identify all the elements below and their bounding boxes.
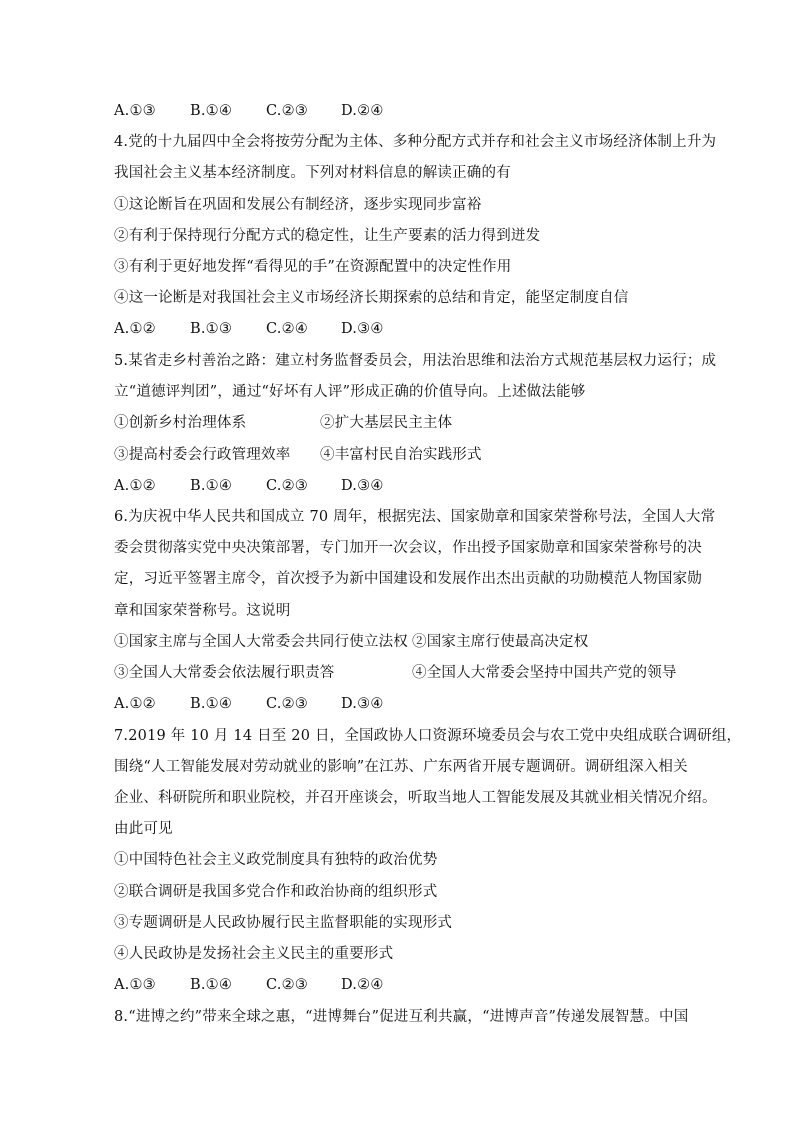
q3-option-a: A.①③ bbox=[114, 103, 156, 119]
q6-option-a: A.①② bbox=[114, 696, 156, 712]
q7-option-b: B.①④ bbox=[190, 977, 233, 993]
q5-statement-2: ②扩大基层民主主体 bbox=[320, 415, 453, 431]
q4-options bbox=[114, 319, 384, 339]
q6-options bbox=[114, 694, 384, 714]
q4-statement-2: ②有利于保持现行分配方式的稳定性，让生产要素的活力得到迸发 bbox=[114, 228, 541, 244]
q5-statements-row-2 bbox=[114, 445, 482, 465]
q6-statements-row-1 bbox=[114, 632, 588, 652]
q5-option-d: D.③④ bbox=[341, 478, 384, 494]
q7-option-a: A.①③ bbox=[114, 977, 156, 993]
q5-options bbox=[114, 476, 384, 496]
q5-stem-line-1: 5.某省走乡村善治之路：建立村务监督委员会，用法治思维和法治方式规范基层权力运行；成 bbox=[114, 353, 717, 369]
q5-statements-row-1 bbox=[114, 413, 452, 433]
q7-statement-2: ②联合调研是我国多党合作和政治协商的组织形式 bbox=[114, 884, 438, 900]
q6-statement-2: ②国家主席行使最高决定权 bbox=[412, 634, 589, 650]
q6-option-b: B.①④ bbox=[190, 696, 233, 712]
q4-stem-line-2: 我国社会主义基本经济制度。下列对材料信息的解读正确的有 bbox=[114, 165, 511, 181]
q5-statement-3: ③提高村委会行政管理效率 bbox=[114, 447, 291, 463]
q6-stem-line-1: 6.为庆祝中华人民共和国成立 70 周年，根据宪法、国家勋章和国家荣誉称号法，全国人大常 bbox=[114, 509, 716, 525]
q5-statement-1: ①创新乡村治理体系 bbox=[114, 415, 247, 431]
q7-option-d: D.②④ bbox=[341, 977, 384, 993]
q4-statement-3: ③有利于更好地发挥“看得见的手”在资源配置中的决定性作用 bbox=[114, 259, 512, 275]
q6-option-d: D.③④ bbox=[341, 696, 384, 712]
q5-option-a: A.①② bbox=[114, 478, 156, 494]
q6-stem-line-2: 委会贯彻落实党中央决策部署，专门加开一次会议，作出授予国家勋章和国家荣誉称号的决 bbox=[114, 540, 702, 556]
q7-statement-1: ①中国特色社会主义政党制度具有独特的政治优势 bbox=[114, 852, 438, 868]
q3-options bbox=[114, 101, 384, 121]
q6-stem-line-4: 章和国家荣誉称号。这说明 bbox=[114, 603, 291, 619]
q7-stem-line-2: 围绕“人工智能发展对劳动就业的影响”在江苏、广东两省开展专题调研。调研组深入相关 bbox=[114, 759, 688, 775]
q6-statement-4: ④全国人大常委会坚持中国共产党的领导 bbox=[412, 665, 677, 681]
q4-option-c: C.②④ bbox=[266, 321, 308, 337]
q6-statement-1: ①国家主席与全国人大常委会共同行使立法权 bbox=[114, 634, 408, 650]
q6-statement-3: ③全国人大常委会依法履行职责答 bbox=[114, 665, 335, 681]
q7-stem-line-3: 企业、科研院所和职业院校，并召开座谈会，听取当地人工智能发展及其就业相关情况介绍。 bbox=[114, 790, 717, 806]
q7-options bbox=[114, 975, 384, 995]
q3-option-d: D.②④ bbox=[341, 103, 384, 119]
q5-option-b: B.①④ bbox=[190, 478, 233, 494]
q7-option-c: C.②③ bbox=[266, 977, 308, 993]
q4-option-d: D.③④ bbox=[341, 321, 384, 337]
q6-statements-row-2 bbox=[114, 663, 677, 683]
q4-stem-line-1: 4.党的十九届四中全会将按劳分配为主体、多种分配方式并存和社会主义市场经济体制上升为 bbox=[114, 134, 717, 150]
q3-option-b: B.①④ bbox=[190, 103, 233, 119]
q4-statement-1: ①这论断旨在巩固和发展公有制经济，逐步实现同步富裕 bbox=[114, 197, 482, 213]
q7-statement-3: ③专题调研是人民政协履行民主监督职能的实现形式 bbox=[114, 915, 453, 931]
q5-option-c: C.②③ bbox=[266, 478, 308, 494]
q7-stem-line-4: 由此可见 bbox=[114, 821, 173, 837]
q7-stem-line-1: 7.2019 年 10 月 14 日至 20 日，全国政协人口资源环境委员会与农工党中央组成联合调研组， bbox=[114, 728, 742, 744]
q4-statement-4: ④这一论断是对我国社会主义市场经济长期探索的总结和肯定，能坚定制度自信 bbox=[114, 290, 629, 306]
q6-stem-line-3: 定，习近平签署主席令，首次授予为新中国建设和发展作出杰出贡献的功勋模范人物国家勋 bbox=[114, 571, 702, 587]
q5-stem-line-2: 立“道德评判团”，通过“好坏有人评”形成正确的价值导向。上述做法能够 bbox=[114, 384, 586, 400]
q3-option-c: C.②③ bbox=[266, 103, 308, 119]
q7-statement-4: ④人民政协是发扬社会主义民主的重要形式 bbox=[114, 946, 394, 962]
q4-option-a: A.①② bbox=[114, 321, 156, 337]
q6-option-c: C.②③ bbox=[266, 696, 308, 712]
q5-statement-4: ④丰富村民自治实践形式 bbox=[320, 447, 482, 463]
q8-stem-line-1: 8.“进博之约”带来全球之惠，“进博舞台”促进互利共赢，“进博声音”传递发展智慧。中国 bbox=[114, 1009, 689, 1025]
q4-option-b: B.①③ bbox=[190, 321, 233, 337]
